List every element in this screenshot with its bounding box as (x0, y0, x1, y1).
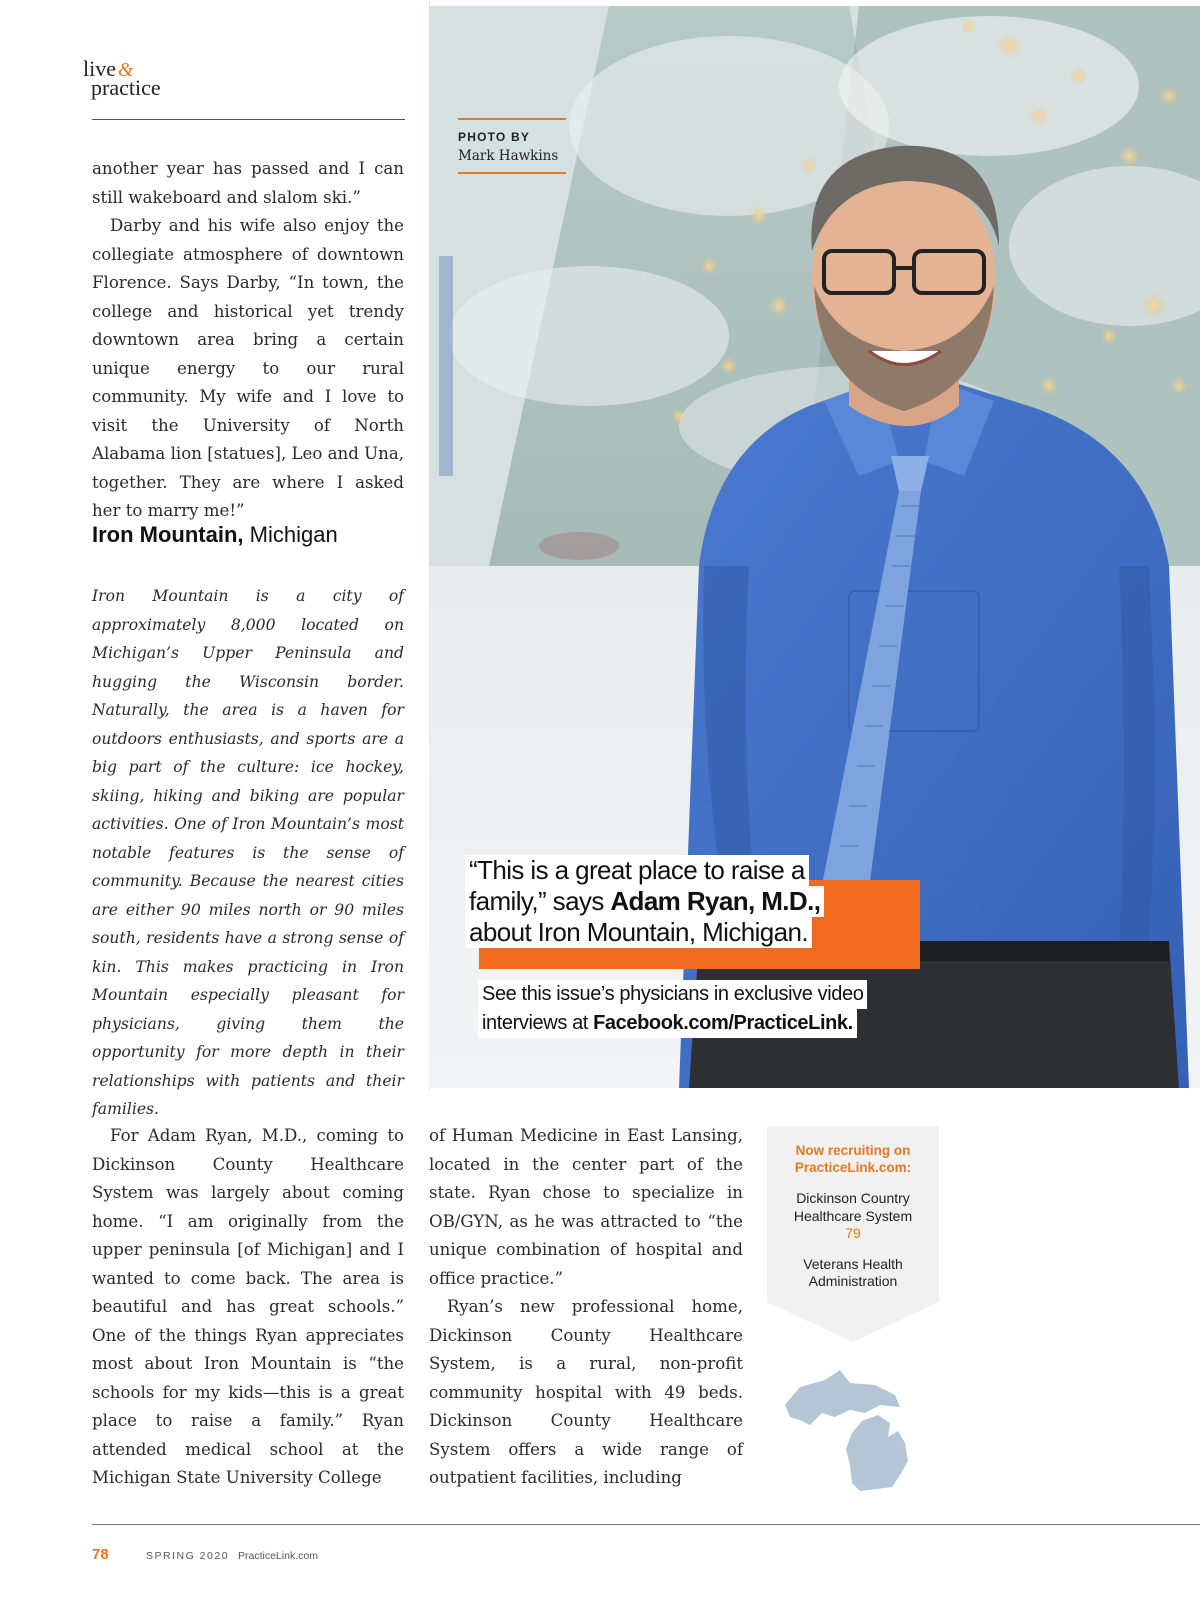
video-note-line-2 (478, 1009, 857, 1038)
video-note-link[interactable]: Facebook.com/PracticeLink. (593, 1012, 853, 1034)
video-note (478, 980, 867, 1038)
video-note-line-2-text: interviews at (482, 1012, 594, 1034)
site-label[interactable]: PracticeLink.com (238, 1550, 318, 1562)
city-intro-text: Iron Mountain is a city of approximately 8,000 located on Michigan’s Upper Peninsula and hugging the Wisconsin border. Naturally, the area is a haven for outdoors enthusiasts, and sports are a big part of the culture: ice hockey, skiing, hiking and biking are popular activities. One of Iron Mountain’s most notable features is the sense of community. Because the nearest cities are either 90 miles north or 90 miles south, residents have a strong sense of kin. This makes practicing in Iron Mountain especially pleasant for physicians, giving them the opportunity for more depth in their relationships with patients and their families. (92, 587, 404, 1118)
employer-veterans[interactable]: Veterans Health Administration (803, 1255, 903, 1289)
photo-credit (458, 118, 566, 174)
recruiting-heading: Now recruiting on PracticeLink.com: (794, 1143, 912, 1175)
issue-label: SPRING 2020 (146, 1550, 230, 1562)
city-heading (92, 522, 338, 548)
header-rule (92, 119, 405, 120)
caption-physician-name: Adam Ryan, M.D., (610, 886, 821, 916)
photo-credit-rule-bottom (458, 172, 566, 174)
section-ampersand: & (118, 59, 134, 81)
city-intro (92, 582, 404, 1124)
photo-credit-name: Mark Hawkins (458, 148, 559, 164)
caption-line-3: about Iron Mountain, Michigan. (465, 917, 812, 948)
recruiting-sidebar (767, 1126, 939, 1291)
article-column-1-bottom (92, 1122, 404, 1493)
section-label (83, 56, 161, 101)
article-column-2 (429, 1122, 743, 1493)
photo-credit-rule-top (458, 118, 566, 120)
caption-line-2-text: family,” says (469, 886, 611, 916)
city-state: Michigan (243, 522, 338, 547)
paragraph-ryan-continued: of Human Medicine in East Lansing, located in the center part of the state. Ryan chose to specialize in OB/GYN, as he was attracted to “the unique combination of hospital and office practice.” (429, 1126, 743, 1288)
paragraph-darby: Darby and his wife also enjoy the collegiate atmosphere of downtown Florence. Says Darby, “In town, the college and historical yet trendy downtown area bring a certain unique energy to our rural community. My wife and I love to visit the University of North Alabama lion [statues], Leo and Una, together. They are where I asked her to marry me!” (92, 216, 404, 520)
page-number: 78 (92, 1546, 109, 1563)
footer-rule (92, 1524, 1200, 1525)
photo-credit-label: PHOTO BY (458, 130, 531, 144)
michigan-map-icon (780, 1365, 925, 1495)
section-live: live (83, 56, 116, 81)
city-name: Iron Mountain, (92, 522, 244, 547)
article-column-1-top (92, 155, 404, 526)
caption-line-2 (465, 886, 824, 917)
video-note-line-1: See this issue’s physicians in exclusive video (478, 980, 867, 1009)
paragraph-professional-home: Ryan’s new professional home, Dickinson County Healthcare System, is a rural, non-profit community hospital with 49 beds. Dickinson County Healthcare System offers a wide range of outpatient facilities, including (429, 1297, 743, 1487)
employer-dickinson[interactable] (767, 1190, 939, 1243)
photo-caption (465, 855, 824, 948)
paragraph-ryan: For Adam Ryan, M.D., coming to Dickinson County Healthcare System was largely about coming home. “I am originally from the upper peninsula [of Michigan] and I wanted to come back. The area is beautiful and has great schools.” One of the things Ryan appreciates most about Iron Mountain is “the schools for my kids—this is a great place to raise a family.” Ryan attended medical school at the Michigan State University College (92, 1126, 404, 1487)
employer-dickinson-page: 79 (845, 1225, 861, 1241)
section-practice: practice (91, 75, 161, 101)
employer-dickinson-name: Dickinson Country Healthcare System (793, 1190, 913, 1224)
caption-line-1: “This is a great place to raise a (465, 855, 809, 886)
paragraph-continued: another year has passed and I can still wakeboard and slalom ski.” (92, 159, 404, 207)
